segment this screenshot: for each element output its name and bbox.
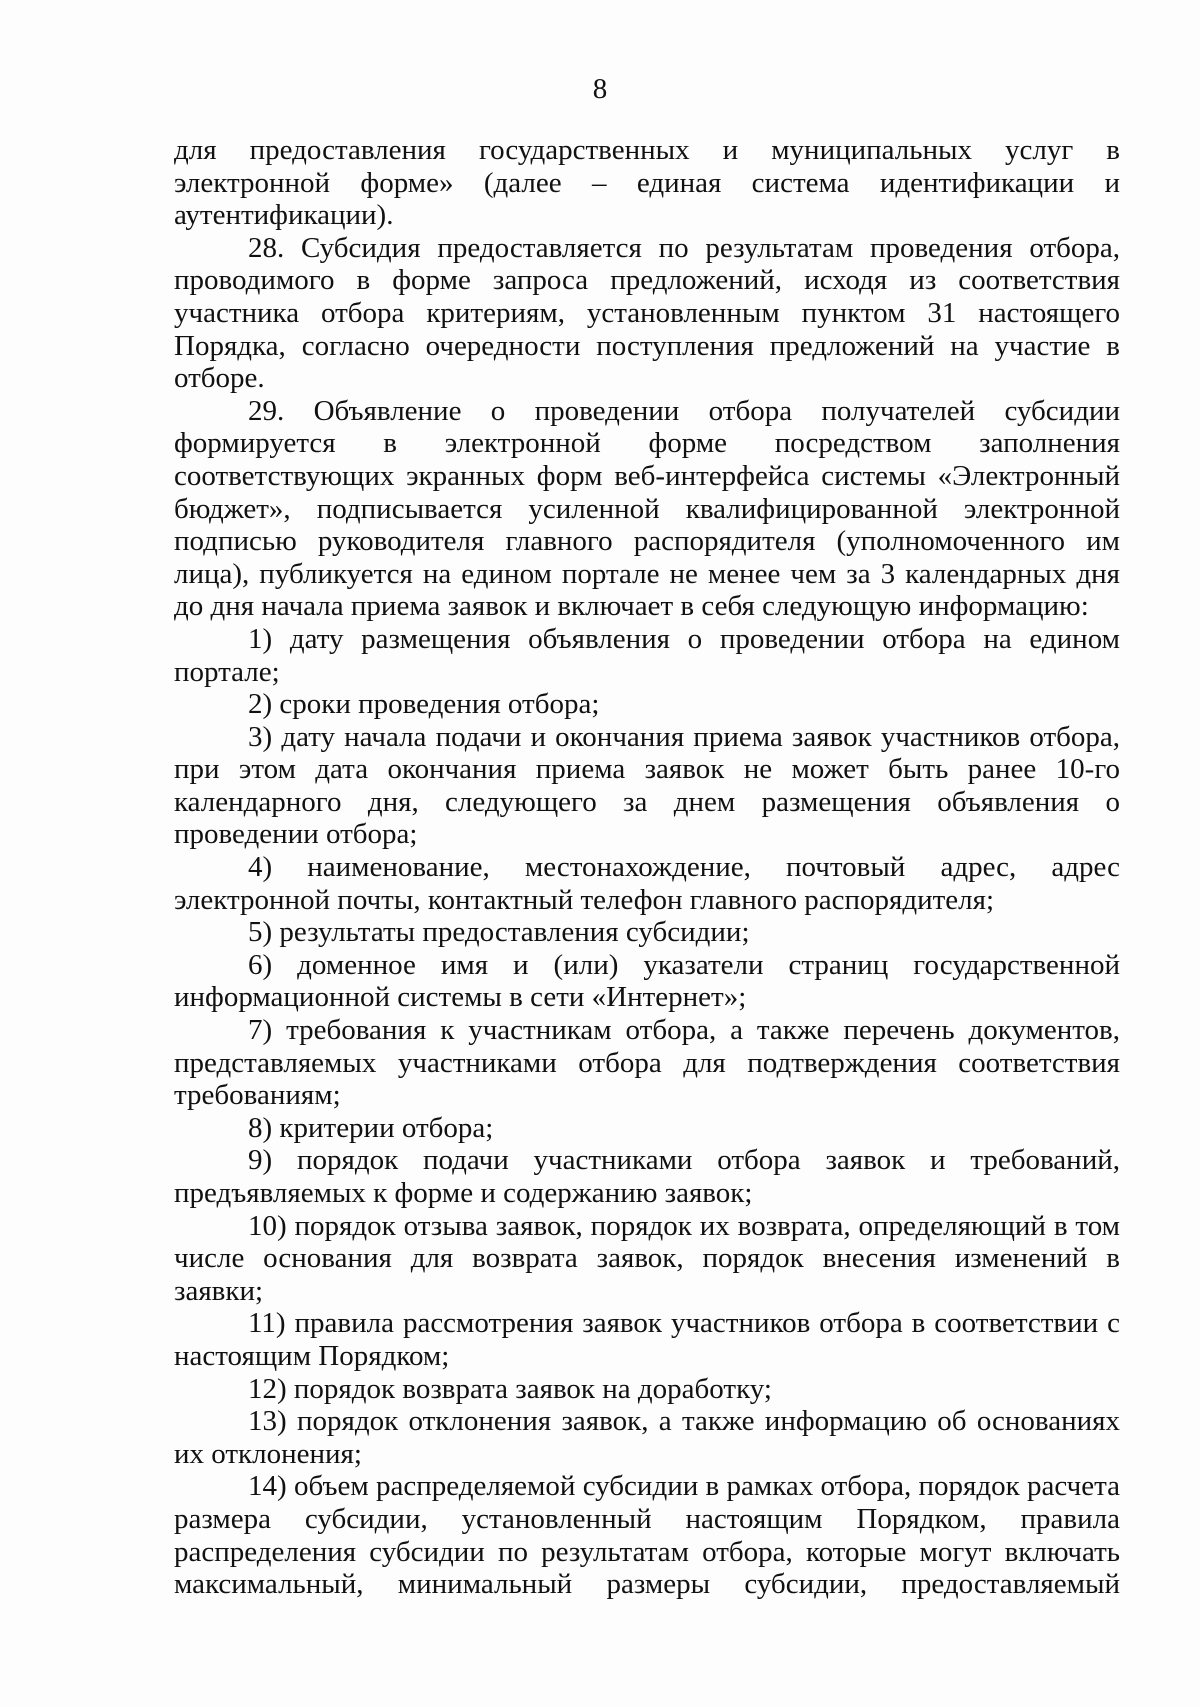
list-item-6: 6) доменное имя и (или) указатели страниц государственной информационной системы в сети «Интернет»;: [174, 948, 1120, 1014]
list-item-10: 10) порядок отзыва заявок, порядок их возврата, определяющий в том числе основания для возврата заявок, порядок внесения изменений в заявки;: [174, 1209, 1120, 1307]
paragraph-item-28: 28. Субсидия предоставляется по результатам проведения отбора, проводимого в форме запроса предложений, исходя из соответствия участника отбора критериям, установленным пунктом 31 настоящего Порядка, согласно очередности поступления предложений на участие в отборе.: [174, 231, 1120, 395]
list-item-8: 8) критерии отбора;: [248, 1111, 494, 1144]
list-item-12: 12) порядок возврата заявок на доработку;: [248, 1372, 772, 1405]
list-item-14: 14) объем распределяемой субсидии в рамках отбора, порядок расчета размера субсидии, установленный настоящим Порядком, правила распределения субсидии по результатам отбора, которые могут включать максимальный, минимальный размеры субсидии, предоставляемый: [174, 1470, 1120, 1601]
list-item-13: 13) порядок отклонения заявок, а также информацию об основаниях их отклонения;: [174, 1405, 1120, 1470]
list-item-4: 4) наименование, местонахождение, почтовый адрес, адрес электронной почты, контактный телефон главного распорядителя;: [174, 851, 1120, 916]
list-item-9: 9) порядок подачи участниками отбора заявок и требований, предъявляемых к форме и содержанию заявок;: [174, 1144, 1120, 1209]
list-item-1: 1) дату размещения объявления о проведении отбора на едином портале;: [174, 622, 1120, 688]
list-item-2: 2) сроки проведения отбора;: [248, 688, 600, 721]
list-item-7: 7) требования к участникам отбора, а также перечень документов, представляемых участниками отбора для подтверждения соответствия требованиям;: [174, 1014, 1120, 1112]
list-item-3: 3) дату начала подачи и окончания приема заявок участников отбора, при этом дата окончания приема заявок не может быть ранее 10-го календарного дня, следующего за днем размещения объявления о проведении отбора;: [174, 720, 1120, 851]
page-number: 8: [592, 73, 608, 105]
list-item-11: 11) правила рассмотрения заявок участников отбора в соответствии с настоящим Порядком;: [174, 1307, 1120, 1372]
list-item-5: 5) результаты предоставления субсидии;: [248, 916, 750, 949]
paragraph-continuation: для предоставления государственных и муниципальных услуг в электронной форме» (далее – единая система идентификации и аутентификации).: [174, 134, 1120, 232]
document-body: [174, 134, 1120, 1601]
paragraph-item-29: 29. Объявление о проведении отбора получателей субсидии формируется в электронной форме посредством заполнения соответствующих экранных форм веб-интерфейса системы «Электронный бюджет», подписывается усиленной квалифицированной электронной подписью руководителя главного распорядителя (уполномоченного им лица), публикуется на едином портале не менее чем за 3 календарных дня до дня начала приема заявок и включает в себя следующую информацию:: [174, 394, 1120, 623]
